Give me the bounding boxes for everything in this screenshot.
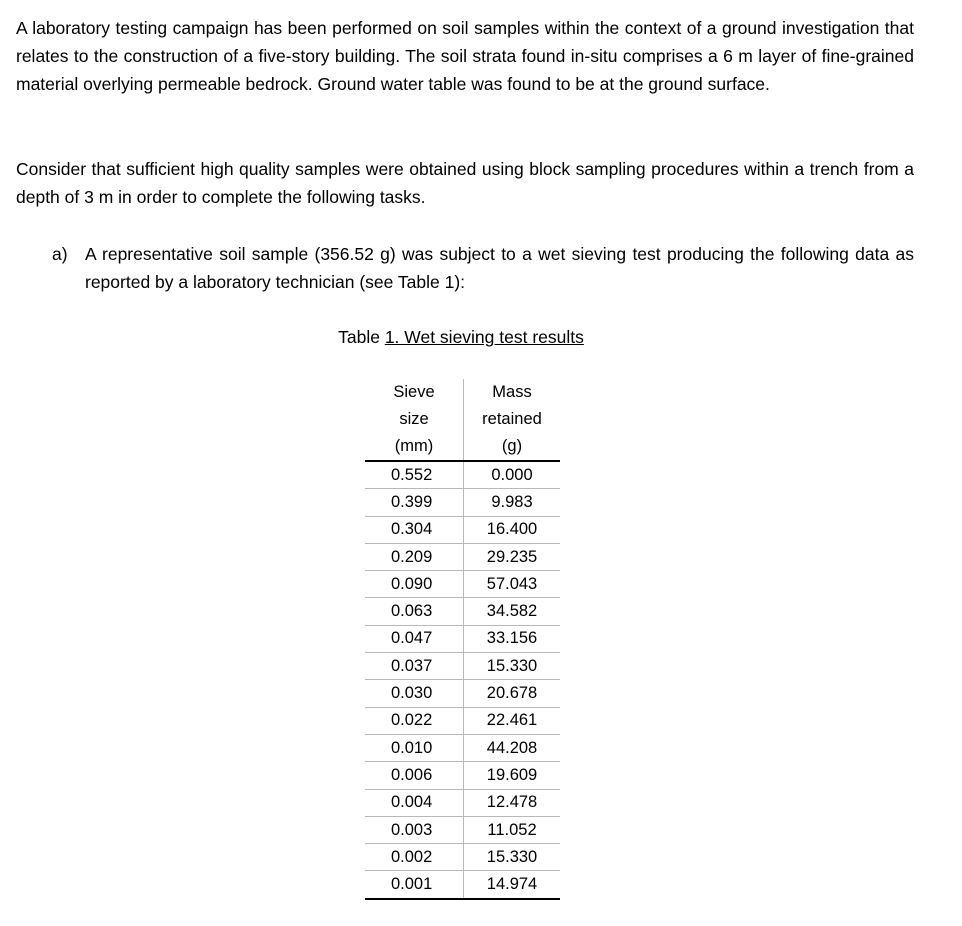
mass-retained-cell: 19.609 [464,762,561,789]
header-mass-retained [464,379,561,461]
header-mass-line-2: retained [482,410,542,428]
table-row [365,516,560,543]
sieve-size-cell: 0.022 [365,707,464,734]
table-caption [0,323,922,351]
sieve-size-cell: 0.090 [365,571,464,598]
table-row [365,680,560,707]
header-sieve-line-3: (mm) [394,437,434,455]
table-caption-title: 1. Wet sieving test results [384,327,584,347]
table-row [365,707,560,734]
mass-retained-cell: 15.330 [464,844,561,871]
table-caption-prefix: Table [338,327,385,347]
sieve-size-cell: 0.037 [365,653,464,680]
mass-retained-cell: 9.983 [464,489,561,516]
mass-retained-cell: 20.678 [464,680,561,707]
mass-retained-cell: 33.156 [464,625,561,652]
mass-retained-cell: 15.330 [464,653,561,680]
sieve-size-cell: 0.010 [365,734,464,761]
mass-retained-cell: 11.052 [464,816,561,843]
sieve-size-cell: 0.006 [365,762,464,789]
sieve-size-cell: 0.399 [365,489,464,516]
sieve-size-cell: 0.001 [365,871,464,899]
mass-retained-cell: 14.974 [464,871,561,899]
table-row [365,762,560,789]
sieve-size-cell: 0.004 [365,789,464,816]
table-row [365,816,560,843]
table-row [365,625,560,652]
header-mass-line-1: Mass [492,383,532,401]
mass-retained-cell: 0.000 [464,461,561,489]
sieve-size-cell: 0.063 [365,598,464,625]
header-mass-line-3: (g) [501,437,523,455]
table-row [365,598,560,625]
mass-retained-cell: 57.043 [464,571,561,598]
table-row [365,734,560,761]
header-sieve-line-1: Sieve [393,383,435,401]
table-row [365,789,560,816]
mass-retained-cell: 16.400 [464,516,561,543]
mass-retained-cell: 34.582 [464,598,561,625]
table-row [365,543,560,570]
sieve-size-cell: 0.003 [365,816,464,843]
intro-paragraph: A laboratory testing campaign has been performed on soil samples within the context of a ground investigation that relates to the construction of a five-story building. The soil strata found in-situ comprises a 6 m layer of fine-grained material overlying permeable bedrock. Ground water table was found to be at the ground surface. [16,18,914,94]
table-body [365,461,560,899]
table-header-row [365,379,560,461]
sieve-size-cell: 0.304 [365,516,464,543]
sieve-size-cell: 0.047 [365,625,464,652]
table-row [365,871,560,899]
table-row [365,653,560,680]
sieve-size-cell: 0.002 [365,844,464,871]
sieve-size-cell: 0.552 [365,461,464,489]
mass-retained-cell: 22.461 [464,707,561,734]
table-row [365,489,560,516]
header-sieve-line-2: size [399,410,429,428]
sampling-paragraph: Consider that sufficient high quality samples were obtained using block sampling procedures within a trench from a depth of 3 m in order to complete the following tasks. [16,159,914,207]
task-a-text: A representative soil sample (356.52 g) was subject to a wet sieving test producing the following data as reported by a laboratory technician (see Table 1): [85,244,914,292]
table-row [365,571,560,598]
sieve-size-cell: 0.030 [365,680,464,707]
header-sieve-size [365,379,464,461]
mass-retained-cell: 29.235 [464,543,561,570]
mass-retained-cell: 12.478 [464,789,561,816]
task-a [52,240,914,296]
table-row [365,844,560,871]
mass-retained-cell: 44.208 [464,734,561,761]
table-row [365,461,560,489]
sieve-size-cell: 0.209 [365,543,464,570]
wet-sieving-table [365,379,560,900]
task-a-marker: a) [52,244,68,264]
